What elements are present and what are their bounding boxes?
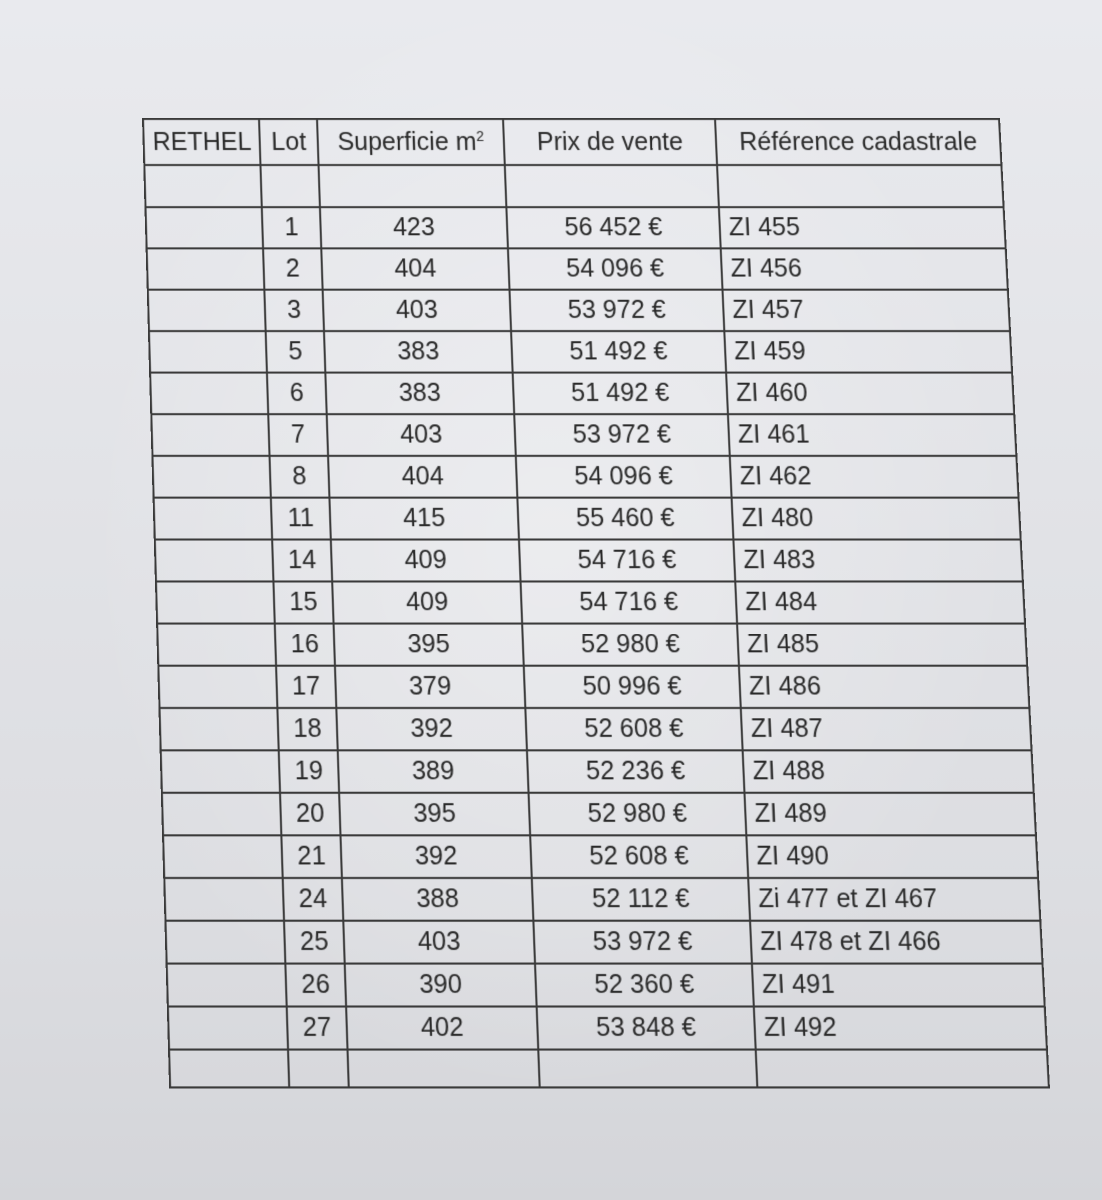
cell-superficie: 409 xyxy=(332,581,522,623)
cell-prix: 53 848 € xyxy=(537,1007,756,1050)
cell-reference: ZI 483 xyxy=(733,540,1022,582)
cell-rethel xyxy=(149,331,267,372)
table-cell xyxy=(144,165,261,207)
cell-rethel xyxy=(162,793,281,836)
cell-prix: 52 360 € xyxy=(535,964,754,1007)
table-cell xyxy=(538,1050,757,1088)
cell-rethel xyxy=(161,750,280,792)
table-row xyxy=(145,207,1005,248)
table-row xyxy=(155,540,1023,582)
cell-superficie: 409 xyxy=(331,540,521,582)
table-row xyxy=(168,1007,1047,1050)
cell-lot: 16 xyxy=(275,624,335,666)
cell-superficie: 404 xyxy=(328,456,517,498)
header-lot: Lot xyxy=(259,119,319,165)
cell-rethel xyxy=(147,248,265,289)
cell-lot: 6 xyxy=(267,373,327,415)
table-body xyxy=(144,165,1049,1087)
cell-reference: ZI 480 xyxy=(732,498,1021,540)
cell-lot: 2 xyxy=(263,248,323,289)
cell-superficie: 423 xyxy=(320,207,508,248)
header-prix: Prix de vente xyxy=(503,119,717,165)
table-cell xyxy=(319,165,507,207)
header-rethel: RETHEL xyxy=(143,119,260,165)
cell-reference: ZI 489 xyxy=(744,793,1035,836)
cell-lot: 20 xyxy=(280,793,340,836)
cell-lot: 1 xyxy=(262,207,321,248)
table-row xyxy=(165,921,1042,964)
cell-reference: ZI 492 xyxy=(754,1007,1047,1050)
blank-row xyxy=(169,1050,1049,1088)
header-row xyxy=(143,119,1001,165)
cell-rethel xyxy=(155,540,274,582)
cell-prix: 52 236 € xyxy=(527,750,745,792)
cell-superficie: 403 xyxy=(323,290,511,331)
cell-rethel xyxy=(165,921,285,964)
cell-prix: 53 972 € xyxy=(509,290,724,331)
cell-reference: ZI 459 xyxy=(724,331,1012,372)
cell-reference: Zi 477 et ZI 467 xyxy=(748,878,1040,921)
cell-superficie: 402 xyxy=(346,1007,538,1050)
cell-superficie: 395 xyxy=(334,624,524,666)
table-cell xyxy=(169,1050,289,1088)
cell-prix: 56 452 € xyxy=(506,207,720,248)
cell-reference: ZI 486 xyxy=(739,666,1029,708)
cell-rethel xyxy=(150,373,268,415)
table-row xyxy=(164,878,1040,921)
cell-lot: 7 xyxy=(268,414,328,456)
cell-lot: 27 xyxy=(287,1007,348,1050)
cell-rethel xyxy=(160,708,279,750)
cell-superficie: 383 xyxy=(325,373,514,415)
cell-reference: ZI 488 xyxy=(743,750,1034,792)
table-row xyxy=(156,581,1025,623)
cell-prix: 52 608 € xyxy=(530,835,748,878)
cell-lot: 24 xyxy=(283,878,344,921)
cell-lot: 11 xyxy=(271,498,331,540)
cell-prix: 54 716 € xyxy=(521,581,738,623)
cell-reference: ZI 485 xyxy=(737,624,1027,666)
cell-rethel xyxy=(158,666,277,708)
lots-table xyxy=(142,118,1050,1088)
cell-prix: 52 608 € xyxy=(525,708,742,750)
header-superficie-label: Superficie m xyxy=(336,127,477,156)
header-superficie xyxy=(317,119,505,165)
cell-prix: 50 996 € xyxy=(524,666,741,708)
cell-reference: ZI 478 et ZI 466 xyxy=(750,921,1042,964)
cell-prix: 54 096 € xyxy=(508,248,723,289)
cell-reference: ZI 455 xyxy=(719,207,1006,248)
table-row xyxy=(161,750,1034,792)
cell-lot: 21 xyxy=(281,835,342,878)
cell-rethel xyxy=(154,498,273,540)
table-row xyxy=(148,290,1010,331)
cell-lot: 26 xyxy=(285,964,346,1007)
table-row xyxy=(158,666,1029,708)
cell-lot: 3 xyxy=(264,290,324,331)
cell-superficie: 392 xyxy=(340,835,531,878)
table-row xyxy=(147,248,1008,289)
cell-lot: 14 xyxy=(272,540,332,582)
table-row xyxy=(163,835,1038,878)
table-row xyxy=(157,624,1027,666)
cell-superficie: 388 xyxy=(342,878,533,921)
table-row xyxy=(162,793,1036,836)
cell-superficie: 389 xyxy=(338,750,529,792)
cell-lot: 17 xyxy=(276,666,336,708)
blank-row xyxy=(144,165,1003,207)
cell-prix: 52 980 € xyxy=(522,624,739,666)
cell-lot: 19 xyxy=(279,750,339,792)
cell-rethel xyxy=(152,456,270,498)
cell-superficie: 390 xyxy=(345,964,537,1007)
table-row xyxy=(167,964,1045,1007)
cell-rethel xyxy=(148,290,266,331)
cell-prix: 55 460 € xyxy=(517,498,733,540)
cell-rethel xyxy=(168,1007,288,1050)
cell-rethel xyxy=(167,964,287,1007)
cell-superficie: 395 xyxy=(339,793,530,836)
cell-reference: ZI 460 xyxy=(726,373,1014,415)
table-cell xyxy=(756,1050,1049,1088)
header-superficie-exponent: 2 xyxy=(475,127,485,144)
cell-superficie: 392 xyxy=(336,708,527,750)
cell-lot: 15 xyxy=(273,581,333,623)
cell-prix: 51 492 € xyxy=(513,373,728,415)
cell-reference: ZI 456 xyxy=(721,248,1008,289)
spreadsheet-document xyxy=(142,118,1047,1078)
cell-superficie: 379 xyxy=(335,666,525,708)
cell-lot: 5 xyxy=(266,331,326,372)
cell-prix: 52 980 € xyxy=(529,793,747,836)
cell-prix: 51 492 € xyxy=(511,331,726,372)
cell-prix: 53 972 € xyxy=(514,414,730,456)
cell-reference: ZI 462 xyxy=(730,456,1019,498)
table-cell xyxy=(717,165,1004,207)
cell-reference: ZI 491 xyxy=(752,964,1045,1007)
cell-rethel xyxy=(156,581,275,623)
cell-reference: ZI 461 xyxy=(728,414,1016,456)
table-row xyxy=(160,708,1032,750)
table-cell xyxy=(348,1050,540,1088)
cell-rethel xyxy=(145,207,263,248)
cell-prix: 53 972 € xyxy=(533,921,752,964)
cell-prix: 54 096 € xyxy=(516,456,732,498)
cell-superficie: 415 xyxy=(329,498,519,540)
cell-superficie: 383 xyxy=(324,331,513,372)
cell-superficie: 403 xyxy=(343,921,535,964)
cell-reference: ZI 457 xyxy=(722,290,1009,331)
cell-rethel xyxy=(157,624,276,666)
cell-lot: 25 xyxy=(284,921,345,964)
cell-reference: ZI 490 xyxy=(746,835,1038,878)
cell-reference: ZI 487 xyxy=(741,708,1032,750)
table-cell xyxy=(288,1050,349,1088)
cell-superficie: 404 xyxy=(321,248,509,289)
cell-rethel xyxy=(164,878,284,921)
table-cell xyxy=(260,165,319,207)
cell-lot: 18 xyxy=(277,708,337,750)
cell-reference: ZI 484 xyxy=(735,581,1025,623)
table-cell xyxy=(505,165,719,207)
cell-prix: 54 716 € xyxy=(519,540,735,582)
cell-prix: 52 112 € xyxy=(532,878,750,921)
table-row xyxy=(149,331,1012,372)
cell-lot: 8 xyxy=(270,456,330,498)
cell-superficie: 403 xyxy=(327,414,516,456)
table-row xyxy=(152,456,1018,498)
table-row xyxy=(150,373,1014,415)
table-row xyxy=(154,498,1021,540)
header-reference: Référence cadastrale xyxy=(715,119,1001,165)
cell-rethel xyxy=(151,414,269,456)
table-row xyxy=(151,414,1016,456)
cell-rethel xyxy=(163,835,283,878)
